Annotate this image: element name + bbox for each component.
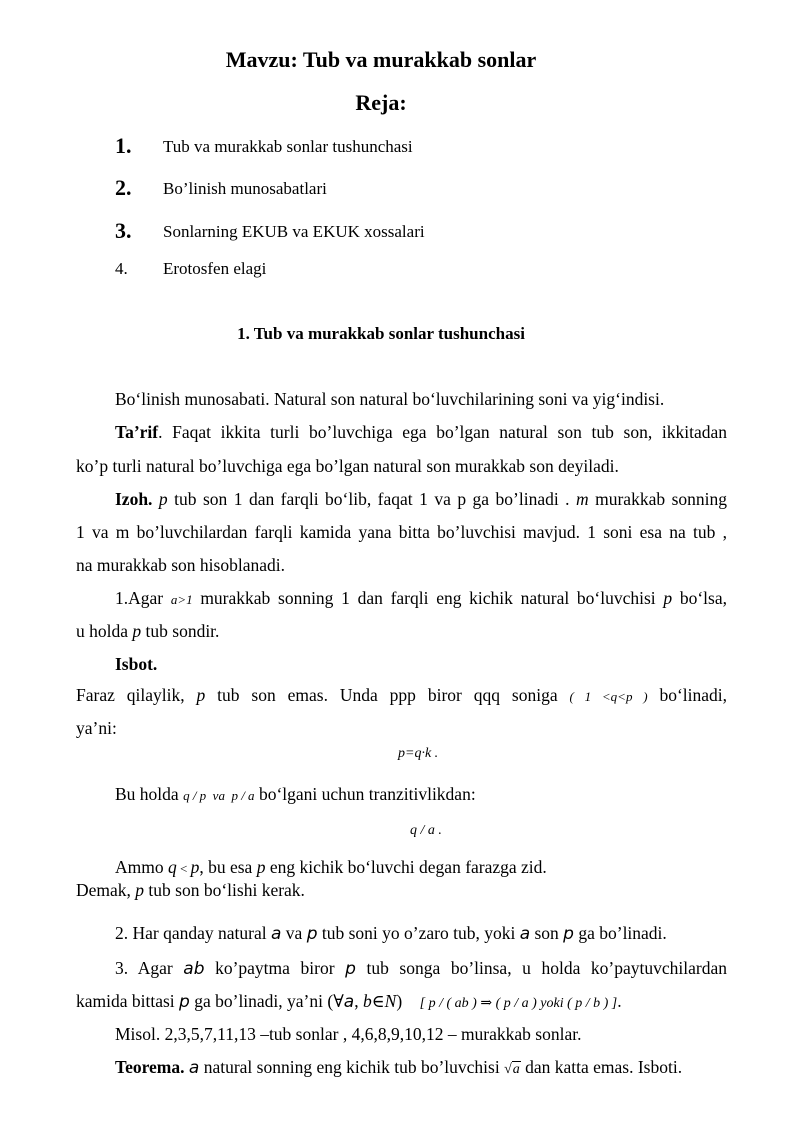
plan-item-1-number: 1.: [115, 133, 132, 158]
math-a-gt-1: a>1: [170, 592, 193, 607]
definition-line-2: ko’p turli natural bo’luvchiga ega bo’lgan natural son murakkab son deyiladi.: [76, 456, 619, 476]
proof-label: Isbot.: [115, 654, 158, 674]
plan-item-3-number: 3.: [115, 218, 132, 243]
plan-item-1-text: Tub va murakkab sonlar tushunchasi: [163, 137, 413, 156]
formula-p-equals-q-k: p=q·k .: [398, 746, 439, 761]
proof-line-1: Faraz qilaylik, p tub son emas. Unda ppp biror qqq soniga ( 1 <q<p ) bo‘linadi,: [76, 685, 728, 705]
proof-line-3: Bu holda q / p va p / a bo‘lgani uchun tranzitivlikdan:: [115, 784, 476, 804]
section-heading: 1. Tub va murakkab sonlar tushunchasi: [237, 324, 525, 343]
proof-line-2: ya’ni:: [76, 718, 117, 738]
claim-1-line-1: 1.Agar a>1 murakkab sonning 1 dan farqli eng kichik natural bo‘luvchisi p bo‘lsa,: [115, 588, 727, 608]
proof-line-4: Ammo q < p, bu esa p eng kichik bo‘luvchi degan farazga zid.: [115, 857, 547, 877]
plan-title: Reja:: [355, 90, 407, 115]
plan-item-4-number: 4.: [115, 259, 128, 278]
proof-line-5: Demak, p tub son bo‘lishi kerak.: [76, 880, 305, 900]
plan-item-4-text: Erotosfen elagi: [163, 259, 267, 278]
note-line-2: 1 va m bo’luvchilardan farqli kamida yana bitta bo’luvchisi mavjud. 1 soni esa na tub ,: [76, 522, 727, 542]
note-line-1: Izoh. p tub son 1 dan farqli bo‘lib, faqat 1 va p ga bo’linadi . m murakkab sonning: [115, 489, 727, 509]
definition-line-1: Ta’rif. Faqat ikkita turli bo’luvchiga ega bo’lgan natural son tub son, ikkitadan: [115, 422, 727, 442]
theorem-label: Teorema.: [115, 1057, 185, 1077]
claim-3-line-2: kamida bittasi p ga bo’linadi, ya’ni (∀a, b∈N) [ p / ( ab ) ⇒ ( p / a ) yoki ( p / b ) ].: [76, 991, 622, 1012]
plan-item-2-text: Bo’linish munosabatlari: [163, 179, 327, 198]
math-q-divides-p-and-p-divides-a: q / p va p / a: [183, 788, 255, 803]
plan-item-2-number: 2.: [115, 175, 132, 200]
theorem-line: Teorema. a natural sonning eng kichik tub bo’luvchisi √a dan katta emas. Isboti.: [115, 1057, 683, 1078]
note-label: Izoh.: [115, 489, 153, 509]
claim-2: 2. Har qanday natural a va p tub soni yo o’zaro tub, yoki a son p ga bo’linadi.: [115, 923, 667, 944]
intro-paragraph: Bo‘linish munosabati. Natural son natural bo‘luvchilarining soni va yig‘indisi.: [115, 389, 665, 409]
example-line: Misol. 2,3,5,7,11,13 –tub sonlar , 4,6,8,9,10,12 – murakkab sonlar.: [115, 1024, 582, 1044]
note-line-3: na murakkab son hisoblanadi.: [76, 555, 285, 575]
formula-q-divides-a: q / a .: [410, 823, 442, 838]
definition-label: Ta’rif: [115, 422, 159, 442]
claim-3-line-1: 3. Agar ab ko’paytma biror p tub songa bo’linsa, u holda ko’paytuvchilardan: [115, 958, 727, 979]
claim-1-line-2: u holda p tub sondir.: [76, 621, 220, 641]
document-title: Mavzu: Tub va murakkab sonlar: [225, 47, 537, 72]
formula-prime-divides-product: [ p / ( ab ) ⇒ ( p / a ) yoki ( p / b ) ]: [419, 996, 618, 1011]
sqrt-symbol: √: [504, 1062, 512, 1077]
plan-item-3-text: Sonlarning EKUB va EKUK xossalari: [163, 222, 425, 241]
sqrt-argument: a: [512, 1062, 520, 1077]
math-1-lt-q-lt-p: ( 1 <q<p ): [569, 689, 648, 704]
